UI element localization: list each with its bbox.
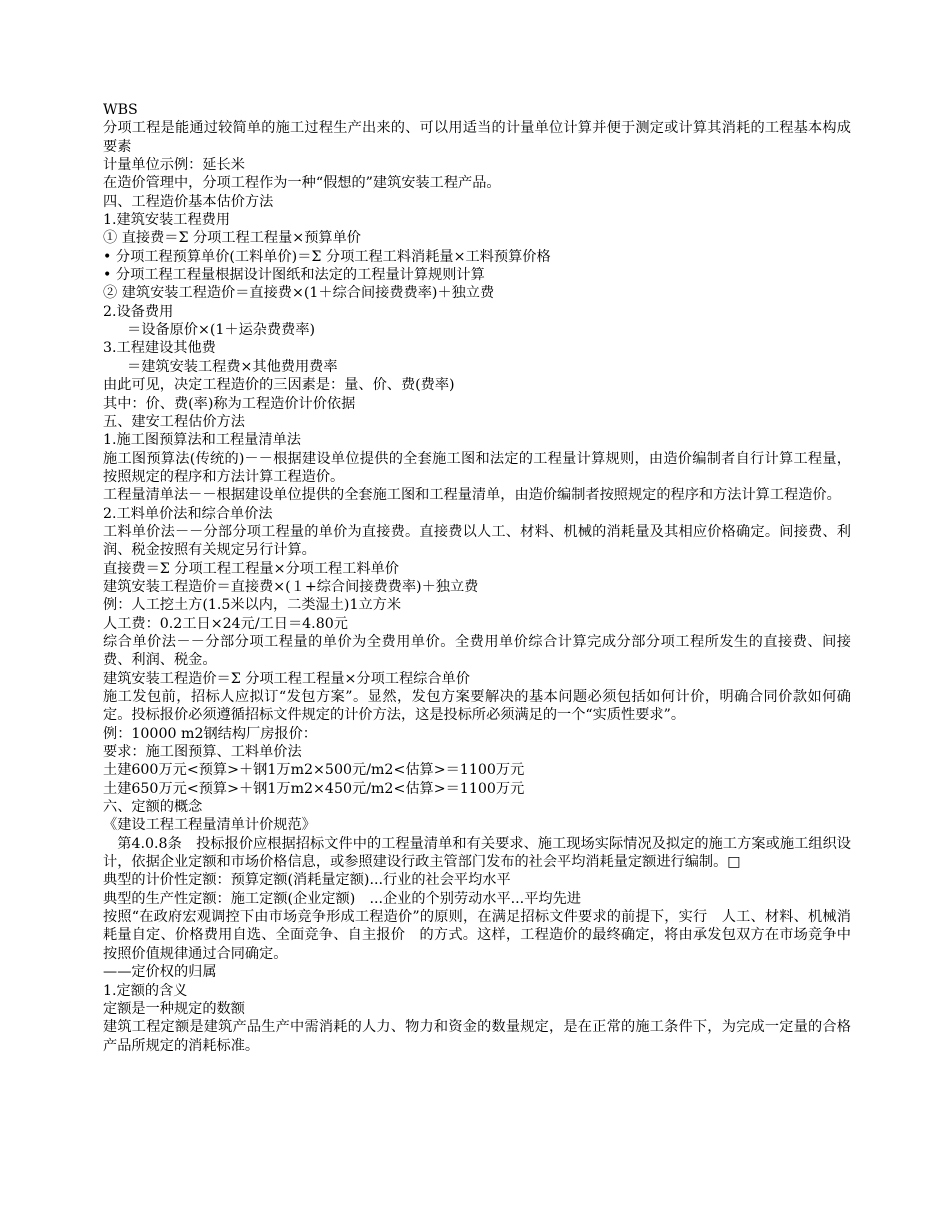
paragraph-market-principle: 按照“在政府宏观调控下由市场竞争形成工程造价”的原则，在满足招标文件要求的前提下，实行 人工、材料、机械消耗量自定、价格费用自选、全面竞争、自主报价 的方式。这样，工程造价的最终确定，将由承发包双方在市场竞争中按照价值规律通过合同确定。 (103, 909, 851, 962)
formula-construction-cost: ② 建筑安装工程造价＝直接费×(1＋综合间接费费率)＋独立费 (103, 285, 495, 302)
clause-4-0-8: 第4.0.8条 投标报价应根据招标文件中的工程量清单和有关要求、施工现场实际情况及拟定的施工方案或施工组织设计，依据企业定额和市场价格信息，或参照建设行政主管部门发布的社会平均消耗量定额进行编制。□ (103, 835, 851, 871)
subheading-quota-meaning: 1.定额的含义 (103, 982, 188, 999)
example-earthwork: 例：人工挖土方(1.5米以内，二类湿土)1立方米 (103, 597, 402, 614)
bullet-unit-price: • 分项工程预算单价(工料单价)＝Σ 分项工程工料消耗量×工料预算价格 (103, 248, 551, 265)
paragraph-tender-plan: 施工发包前，招标人应拟订“发包方案”。显然，发包方案要解决的基本问题必须包括如何计价，明确合同价款如何确定。投标报价必须遵循招标文件规定的计价方法，这是投标所必须满足的一个“实质性要求”。 (103, 689, 851, 724)
subheading-other-cost: 3.工程建设其他费 (103, 340, 216, 357)
section-heading-6: 六、定额的概念 (103, 799, 203, 816)
formula-direct-cost: ① 直接费＝Σ 分项工程工程量×预算单价 (103, 230, 361, 247)
example-requirement: 要求：施工图预算、工料单价法 (103, 744, 302, 761)
formula-other-cost: ＝建筑安装工程费×其他费用费率 (127, 358, 338, 375)
paragraph-production-quota: 典型的生产性定额：施工定额(企业定额) ...企业的个别劳动水平...平均先进 (103, 890, 581, 907)
bullet-quantity: • 分项工程工程量根据设计图纸和法定的工程量计算规则计算 (103, 267, 485, 284)
paragraph-pricing-quota: 典型的计价性定额：预算定额(消耗量定额)...行业的社会平均水平 (103, 872, 511, 889)
standard-title: 《建设工程工程量清单计价规范》 (103, 817, 316, 834)
subheading-construction-cost: 1.建筑安装工程费用 (103, 212, 231, 229)
paragraph-cost-management: 在造价管理中，分项工程作为一种“假想的”建筑安装工程产品。 (103, 175, 501, 192)
formula-construction-cost-2: 建筑安装工程造价＝直接费×(１+综合间接费费率)＋独立费 (103, 578, 479, 595)
formula-equipment-cost: ＝设备原价×(1＋运杂费费率) (127, 322, 316, 339)
heading-wbs: WBS (103, 102, 138, 118)
paragraph-labor-material-unit-price: 工料单价法－－分部分项工程量的单价为直接费。直接费以人工、材料、机械的消耗量及其相应价格确定。间接费、利润、税金按照有关规定另行计算。 (103, 523, 851, 559)
subheading-unit-price-methods: 2.工料单价法和综合单价法 (103, 505, 273, 522)
section-heading-4: 四、工程造价基本估价方法 (103, 193, 274, 210)
formula-comprehensive-cost: 建筑安装工程造价＝Σ 分项工程工程量×分项工程综合单价 (103, 670, 470, 687)
paragraph-bill-of-quantities-method: 工程量清单法－－根据建设单位提供的全套施工图和工程量清单，由造价编制者按照规定的程序和方法计算工程造价。 (103, 487, 841, 504)
paragraph-definition: 分项工程是能通过较简单的施工过程生产出来的、可以用适当的计量单位计算并便于测定或计算其消耗的工程基本构成要素 (103, 120, 851, 155)
section-heading-5: 五、建安工程估价方法 (103, 413, 245, 430)
subheading-estimate-methods: 1.施工图预算法和工程量清单法 (103, 432, 301, 449)
paragraph-three-factors: 由此可见，决定工程造价的三因素是：量、价、费(费率) (103, 377, 455, 394)
example-labor-cost: 人工费：0.2工日×24元/工日＝4.80元 (103, 615, 348, 632)
formula-direct-cost-2: 直接费＝Σ 分项工程工程量×分项工程工料单价 (103, 560, 399, 577)
paragraph-drawing-budget-method: 施工图预算法(传统的)－－根据建设单位提供的全套施工图和法定的工程量计算规则，由造价编制者自行计算工程量，按照规定的程序和方法计算工程造价。 (103, 450, 851, 485)
paragraph-pricing-right: ——定价权的归属 (103, 964, 217, 981)
paragraph-quota-definition: 定额是一种规定的数额 (103, 1000, 245, 1017)
paragraph-comprehensive-unit-price: 综合单价法－－分部分项工程量的单价为全费用单价。全费用单价综合计算完成分部分项工程所发生的直接费、间接费、利润、税金。 (103, 633, 851, 669)
subheading-equipment-cost: 2.设备费用 (103, 303, 174, 320)
example-calc-2: 土建650万元<预算>＋钢1万m2×450元/m2<估算>＝1100万元 (103, 780, 525, 797)
example-steel-plant: 例：10000 m2钢结构厂房报价： (103, 725, 317, 742)
paragraph-building-quota: 建筑工程定额是建筑产品生产中需消耗的人力、物力和资金的数量规定，是在正常的施工条件下，为完成一定量的合格产品所规定的消耗标准。 (103, 1019, 851, 1054)
example-calc-1: 土建600万元<预算>＋钢1万m2×500元/m2<估算>＝1100万元 (103, 762, 525, 779)
paragraph-pricing-basis: 其中：价、费(率)称为工程造价计价依据 (103, 395, 356, 412)
document-body (103, 101, 851, 1055)
paragraph-unit-example: 计量单位示例：延长米 (103, 157, 245, 174)
